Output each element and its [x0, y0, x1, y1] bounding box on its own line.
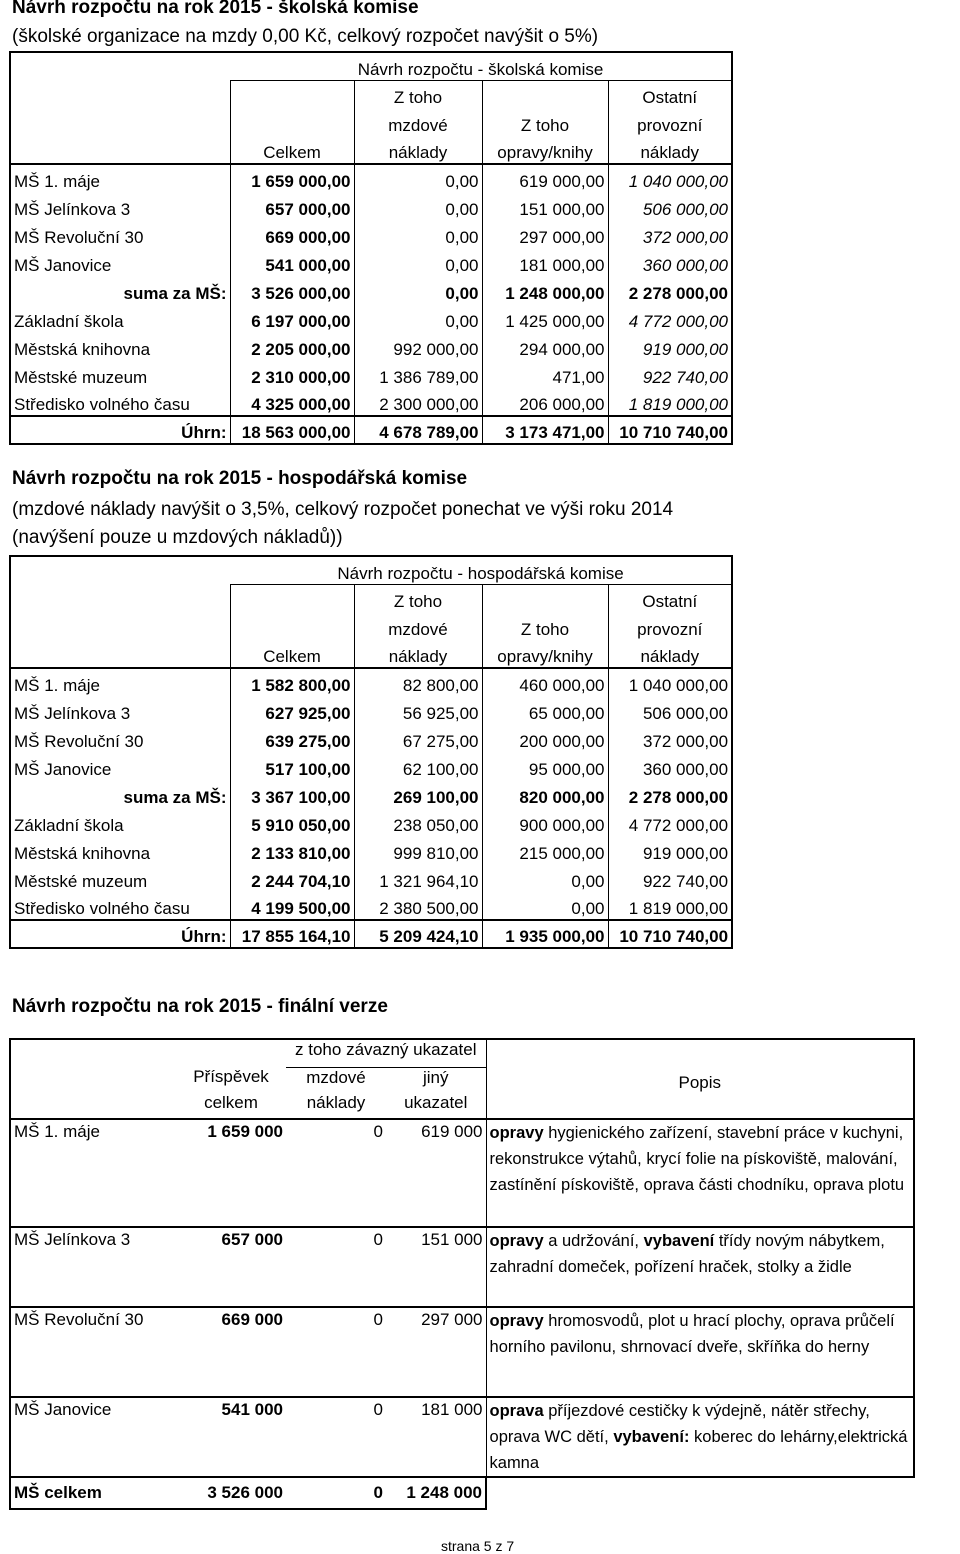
value-other: 919 000,00: [608, 332, 732, 360]
row-label: MŠ 1. máje: [10, 1119, 176, 1227]
column-header: Z toho: [482, 108, 608, 136]
column-header: Ostatní: [608, 80, 732, 108]
description-keyword: opravy: [489, 1312, 544, 1330]
value-repairs: 0,00: [482, 864, 608, 892]
row-label: MŠ Jelínkova 3: [10, 696, 230, 724]
value-total: 2 310 000,00: [230, 360, 354, 388]
value-total: 669 000,00: [230, 220, 354, 248]
value-repairs: 0,00: [482, 892, 608, 920]
value-repairs: 151 000,00: [482, 192, 608, 220]
column-header: náklady: [608, 640, 732, 668]
value-total: 2 205 000,00: [230, 332, 354, 360]
value-other: 506 000,00: [608, 696, 732, 724]
value-wages: 1 386 789,00: [354, 360, 482, 388]
row-description: [486, 1397, 914, 1477]
value-total: 17 855 164,10: [230, 920, 354, 948]
column-header: jiný: [423, 1067, 449, 1087]
value-total: 1 659 000,00: [230, 164, 354, 192]
header-blank: [230, 80, 354, 108]
value-other: 919 000,00: [608, 836, 732, 864]
description-keyword: opravy: [489, 1232, 544, 1250]
value-repairs: 820 000,00: [482, 780, 608, 808]
economic-committee-table: [9, 555, 733, 949]
value-total: 5 910 050,00: [230, 808, 354, 836]
header-blank: [10, 80, 230, 108]
value-wages: 0: [286, 1227, 386, 1307]
value-wages: 0,00: [354, 220, 482, 248]
value-contrib: 1 659 000: [176, 1119, 286, 1227]
row-label: MŠ Janovice: [10, 1397, 176, 1477]
description-keyword: oprava: [489, 1402, 544, 1420]
value-other: 1 819 000,00: [608, 388, 732, 416]
description-keyword: vybavení:: [613, 1428, 690, 1446]
total-contrib: 3 526 000: [176, 1477, 286, 1509]
value-repairs: 206 000,00: [482, 388, 608, 416]
header-blank: [10, 1093, 176, 1119]
header-blank: [10, 640, 230, 668]
section2-title: Návrh rozpočtu na rok 2015 - hospodářská komise: [12, 468, 468, 489]
value-wages: 0,00: [354, 248, 482, 276]
value-total: 3 526 000,00: [230, 276, 354, 304]
value-contrib: 541 000: [176, 1397, 286, 1477]
value-wages: 269 100,00: [354, 780, 482, 808]
row-label: Městské muzeum: [10, 864, 230, 892]
description-keyword: vybavení: [643, 1232, 715, 1250]
total-blank: [486, 1477, 914, 1509]
header-blank: [176, 1039, 286, 1067]
final-version-table: [9, 1038, 915, 1510]
value-other: 4 772 000,00: [608, 808, 732, 836]
value-repairs: 65 000,00: [482, 696, 608, 724]
value-contrib: 669 000: [176, 1307, 286, 1397]
description-keyword: opravy: [489, 1124, 544, 1142]
value-total: 3 367 100,00: [230, 780, 354, 808]
value-total: 2 133 810,00: [230, 836, 354, 864]
total-label: MŠ celkem: [10, 1477, 176, 1509]
row-label: Středisko volného času: [10, 892, 230, 920]
column-header: Celkem: [230, 136, 354, 164]
value-wages: 0,00: [354, 304, 482, 332]
value-repairs: 294 000,00: [482, 332, 608, 360]
value-total: 4 199 500,00: [230, 892, 354, 920]
value-repairs: 297 000,00: [482, 220, 608, 248]
value-total: 1 582 800,00: [230, 668, 354, 696]
header-blank: [10, 108, 230, 136]
column-header: mzdové: [306, 1067, 366, 1087]
column-header: Ostatní: [608, 584, 732, 612]
description-text: hygienického zařízení, stavební práce v kuchyni, rekonstrukce výtahů, krycí folie na pískoviště, malování, zastínění pískoviště, oprava části chodníku, oprava plotu: [489, 1124, 905, 1194]
header-blank: [10, 556, 230, 584]
value-other: 1 040 000,00: [608, 164, 732, 192]
header-blank: [230, 612, 354, 640]
column-header: náklady: [354, 136, 482, 164]
total-wages: 0: [286, 1477, 386, 1509]
header-blank: [230, 584, 354, 612]
value-wages: 999 810,00: [354, 836, 482, 864]
value-total: 541 000,00: [230, 248, 354, 276]
column-header: provozní: [608, 612, 732, 640]
section1-title: Návrh rozpočtu na rok 2015 - školská komise: [12, 0, 419, 18]
value-other: 372 000,00: [608, 724, 732, 752]
header-blank: [230, 108, 354, 136]
section1-note: (školské organizace na mzdy 0,00 Kč, celkový rozpočet navýšit o 5%): [12, 26, 599, 47]
row-label: Základní škola: [10, 304, 230, 332]
header-blank: [482, 80, 608, 108]
column-header: opravy/knihy: [482, 136, 608, 164]
column-header: Příspěvek: [193, 1067, 269, 1086]
header-blank: [10, 584, 230, 612]
column-header: náklady: [306, 1093, 366, 1112]
value-wages: 0: [286, 1119, 386, 1227]
value-wages: 2 300 000,00: [354, 388, 482, 416]
value-other: 1 040 000,00: [608, 668, 732, 696]
value-other: 619 000: [386, 1119, 486, 1227]
value-total: 6 197 000,00: [230, 304, 354, 332]
value-total: 2 244 704,10: [230, 864, 354, 892]
value-other: 922 740,00: [608, 360, 732, 388]
value-wages: 56 925,00: [354, 696, 482, 724]
row-label: suma za MŠ:: [10, 276, 230, 304]
page-footer: strana 5 z 7: [441, 1538, 515, 1554]
value-repairs: 471,00: [482, 360, 608, 388]
value-wages: 992 000,00: [354, 332, 482, 360]
value-repairs: 200 000,00: [482, 724, 608, 752]
header-blank: [10, 1039, 176, 1067]
value-other: 360 000,00: [608, 752, 732, 780]
row-description: [486, 1307, 914, 1397]
value-repairs: 900 000,00: [482, 808, 608, 836]
group-header: Návrh rozpočtu - hospodářská komise: [230, 556, 732, 584]
value-wages: 0,00: [354, 164, 482, 192]
value-other: 2 278 000,00: [608, 780, 732, 808]
description-text: a udržování,: [543, 1232, 644, 1250]
description-text: příjezdové cestičky k výdejně, nátěr střechy, oprava WC dětí,: [489, 1402, 870, 1446]
value-other: 1 819 000,00: [608, 892, 732, 920]
value-total: 18 563 000,00: [230, 416, 354, 444]
description-text: třídy novým nábytkem, zahradní domeček, pořízení hraček, stolky a židle: [489, 1232, 885, 1276]
value-total: 639 275,00: [230, 724, 354, 752]
row-label: Úhrn:: [10, 416, 230, 444]
value-contrib: 657 000: [176, 1227, 286, 1307]
section2-note1: (mzdové náklady navýšit o 3,5%, celkový rozpočet ponechat ve výši roku 2014: [12, 499, 674, 520]
description-text: hromosvodů, plot u hrací plochy, oprava průčelí horního pavilonu, shrnovací dveře, skříňka do herny: [489, 1312, 895, 1356]
value-repairs: 1 425 000,00: [482, 304, 608, 332]
value-other: 297 000: [386, 1307, 486, 1397]
row-description: [486, 1227, 914, 1307]
header-blank: [10, 52, 230, 80]
total-other: 1 248 000: [386, 1477, 486, 1509]
column-header: Z toho: [354, 584, 482, 612]
value-repairs: 1 935 000,00: [482, 920, 608, 948]
value-total: 657 000,00: [230, 192, 354, 220]
row-label: MŠ Revoluční 30: [10, 220, 230, 248]
value-other: 506 000,00: [608, 192, 732, 220]
row-label: Středisko volného času: [10, 388, 230, 416]
column-header: náklady: [354, 640, 482, 668]
row-description: [486, 1119, 914, 1227]
value-other: 151 000: [386, 1227, 486, 1307]
row-label: MŠ Revoluční 30: [10, 724, 230, 752]
column-header: ukazatel: [404, 1093, 468, 1112]
value-wages: 62 100,00: [354, 752, 482, 780]
value-repairs: 3 173 471,00: [482, 416, 608, 444]
section2-note2: (navýšení pouze u mzdových nákladů)): [12, 527, 343, 548]
column-header: opravy/knihy: [482, 640, 608, 668]
column-header: celkem: [204, 1093, 258, 1112]
value-repairs: 1 248 000,00: [482, 276, 608, 304]
description-text: koberec do lehárny,elektrická kamna: [489, 1428, 908, 1472]
value-other: 4 772 000,00: [608, 304, 732, 332]
value-other: 372 000,00: [608, 220, 732, 248]
value-other: 181 000: [386, 1397, 486, 1477]
header-blank: [482, 584, 608, 612]
row-label: Městská knihovna: [10, 836, 230, 864]
value-wages: 0,00: [354, 276, 482, 304]
value-wages: 67 275,00: [354, 724, 482, 752]
row-label: MŠ Janovice: [10, 752, 230, 780]
value-total: 517 100,00: [230, 752, 354, 780]
value-repairs: 215 000,00: [482, 836, 608, 864]
value-other: 922 740,00: [608, 864, 732, 892]
row-label: Úhrn:: [10, 920, 230, 948]
value-wages: 238 050,00: [354, 808, 482, 836]
row-label: Městská knihovna: [10, 332, 230, 360]
column-header: náklady: [608, 136, 732, 164]
group-header: Návrh rozpočtu - školská komise: [230, 52, 732, 80]
row-label: Základní škola: [10, 808, 230, 836]
column-header: mzdové: [354, 612, 482, 640]
binding-indicator-header: z toho závazný ukazatel: [286, 1039, 486, 1067]
value-wages: 4 678 789,00: [354, 416, 482, 444]
row-label: MŠ 1. máje: [10, 668, 230, 696]
value-wages: 0: [286, 1307, 386, 1397]
row-label: MŠ Janovice: [10, 248, 230, 276]
header-blank: [10, 1067, 176, 1093]
description-header: Popis: [486, 1039, 914, 1119]
value-other: 10 710 740,00: [608, 416, 732, 444]
column-header: Z toho: [482, 612, 608, 640]
value-other: 2 278 000,00: [608, 276, 732, 304]
value-wages: 0: [286, 1397, 386, 1477]
value-wages: 2 380 500,00: [354, 892, 482, 920]
value-wages: 1 321 964,10: [354, 864, 482, 892]
row-label: MŠ Revoluční 30: [10, 1307, 176, 1397]
row-label: Městské muzeum: [10, 360, 230, 388]
value-wages: 5 209 424,10: [354, 920, 482, 948]
column-header: provozní: [608, 108, 732, 136]
row-label: MŠ 1. máje: [10, 164, 230, 192]
column-header: Celkem: [230, 640, 354, 668]
header-blank: [10, 136, 230, 164]
value-other: 360 000,00: [608, 248, 732, 276]
section3-title: Návrh rozpočtu na rok 2015 - finální verze: [12, 996, 388, 1017]
value-repairs: 95 000,00: [482, 752, 608, 780]
row-label: suma za MŠ:: [10, 780, 230, 808]
school-committee-table: [9, 51, 733, 445]
column-header: mzdové: [354, 108, 482, 136]
column-header: Z toho: [354, 80, 482, 108]
value-repairs: 619 000,00: [482, 164, 608, 192]
value-wages: 82 800,00: [354, 668, 482, 696]
row-label: MŠ Jelínkova 3: [10, 1227, 176, 1307]
header-blank: [10, 612, 230, 640]
value-total: 4 325 000,00: [230, 388, 354, 416]
row-label: MŠ Jelínkova 3: [10, 192, 230, 220]
value-repairs: 460 000,00: [482, 668, 608, 696]
value-total: 627 925,00: [230, 696, 354, 724]
value-wages: 0,00: [354, 192, 482, 220]
value-other: 10 710 740,00: [608, 920, 732, 948]
value-repairs: 181 000,00: [482, 248, 608, 276]
